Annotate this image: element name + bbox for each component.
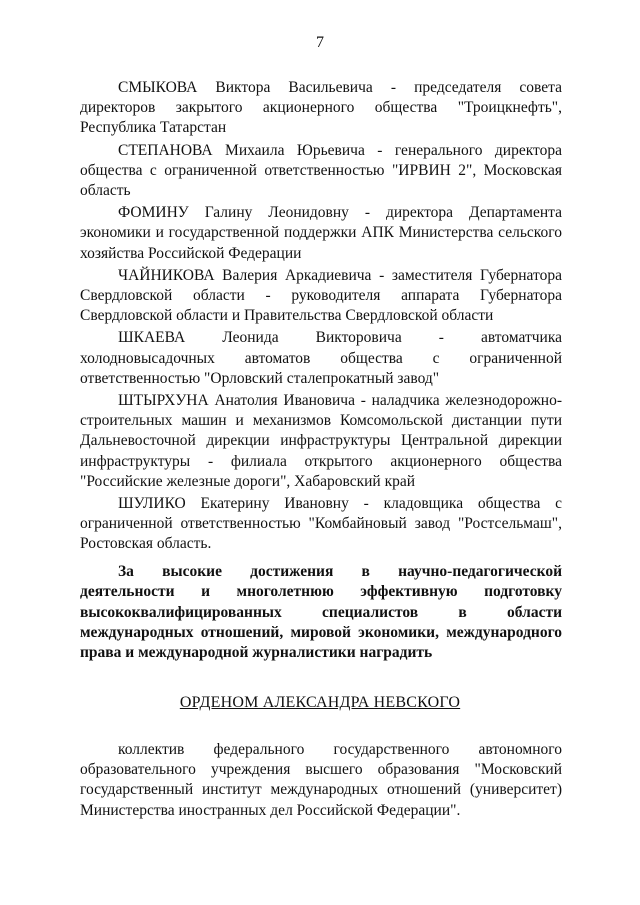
decree-paragraph: За высокие достижения в научно-педагогической деятельности и многолетнюю эффективную подготовку высококвалифицированных специалистов в области международных отношений, мировой экономики, международного права и международной журналистики наградить — [80, 563, 562, 662]
recipient-entry: ЧАЙНИКОВА Валерия Аркадиевича - заместителя Губернатора Свердловской области - руководителя аппарата Губернатора Свердловской области и Правительства Свердловской области — [80, 266, 562, 325]
awarded-collective-paragraph: коллектив федерального государственного автономного образовательного учреждения высшего образования "Московский государственный институт международных отношений (университет) Министерства иностранных дел Российской Федерации". — [80, 741, 562, 819]
recipient-entry: СТЕПАНОВА Михаила Юрьевича - генерального директора общества с ограниченной ответственностью "ИРВИН 2", Московская область — [80, 141, 562, 200]
recipient-entry: ШУЛИКО Екатерину Ивановну - кладовщика общества с ограниченной ответственностью "Комбайновый завод "Ростсельмаш", Ростовская область. — [80, 495, 562, 553]
award-recipients-list — [80, 78, 562, 557]
recipient-entry: СМЫКОВА Виктора Васильевича - председателя совета директоров закрытого акционерного общества "Троицкнефть", Республика Татарстан — [80, 79, 562, 137]
recipient-entry: ШКАЕВА Леонида Викторовича - автоматчика холодновысадочных автоматов общества с ограниченной ответственностью "Орловский сталепрокатный завод" — [80, 329, 562, 387]
recipient-entry: ФОМИНУ Галину Леонидовну - директора Департамента экономики и государственной поддержки АПК Министерства сельского хозяйства Российской Федерации — [80, 204, 562, 262]
order-title: ОРДЕНОМ АЛЕКСАНДРА НЕВСКОГО — [179, 694, 461, 711]
recipient-entry: ШТЫРХУНА Анатолия Ивановича - наладчика железнодорожно-строительных машин и механизмов Комсомольской дистанции пути Дальневосточной дирекции инфраструктуры Центральной дирекции инфраструктуры - филиала открытого акционерного общества "Российские железные дороги", Хабаровский край — [80, 392, 562, 490]
page-number: 7 — [316, 34, 324, 51]
